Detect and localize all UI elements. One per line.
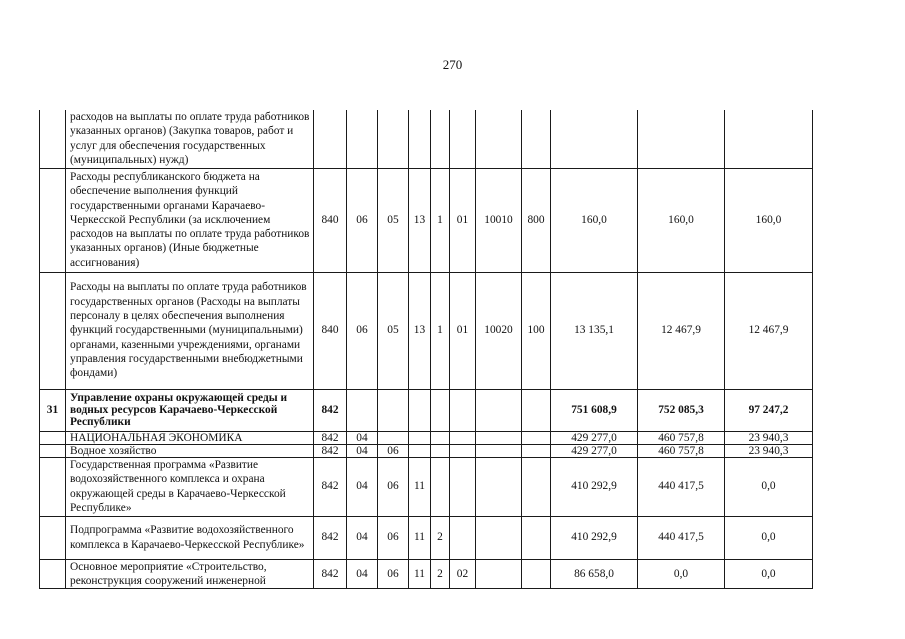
direction-code-cell xyxy=(476,457,522,516)
measure-code-cell xyxy=(450,457,476,516)
amount-year-3-cell: 0,0 xyxy=(725,559,813,589)
page-number: 270 xyxy=(442,57,463,72)
row-number-cell xyxy=(40,444,66,457)
subsection-code-cell: 05 xyxy=(378,272,409,389)
subprogram-code-cell: 1 xyxy=(431,272,450,389)
program-code-cell xyxy=(409,431,431,444)
amount-year-1-cell: 160,0 xyxy=(551,168,638,272)
direction-code-cell xyxy=(476,110,522,168)
direction-code-cell xyxy=(476,444,522,457)
subprogram-code-cell: 2 xyxy=(431,516,450,559)
expense-type-cell xyxy=(522,457,551,516)
row-number-cell xyxy=(40,559,66,589)
program-code-cell xyxy=(409,389,431,431)
amount-year-2-cell: 0,0 xyxy=(638,559,725,589)
amount-year-1-cell: 751 608,9 xyxy=(551,389,638,431)
amount-year-3-cell: 12 467,9 xyxy=(725,272,813,389)
subsection-code-cell xyxy=(378,431,409,444)
subsection-code-cell xyxy=(378,389,409,431)
measure-code-cell: 01 xyxy=(450,272,476,389)
section-code-cell: 04 xyxy=(347,559,378,589)
admin-code-cell: 842 xyxy=(314,444,347,457)
measure-code-cell xyxy=(450,389,476,431)
budget-table xyxy=(39,110,813,589)
amount-year-3-cell: 0,0 xyxy=(725,516,813,559)
table-row xyxy=(40,272,813,389)
amount-year-2-cell: 440 417,5 xyxy=(638,457,725,516)
table-row xyxy=(40,389,813,431)
measure-code-cell: 02 xyxy=(450,559,476,589)
subsection-code-cell xyxy=(378,110,409,168)
measure-code-cell: 01 xyxy=(450,168,476,272)
table-row xyxy=(40,444,813,457)
amount-year-2-cell xyxy=(638,110,725,168)
amount-year-3-cell: 23 940,3 xyxy=(725,431,813,444)
subsection-code-cell: 06 xyxy=(378,457,409,516)
program-code-cell xyxy=(409,444,431,457)
amount-year-1-cell: 410 292,9 xyxy=(551,516,638,559)
expense-type-cell xyxy=(522,110,551,168)
program-code-cell: 11 xyxy=(409,516,431,559)
item-name-cell: НАЦИОНАЛЬНАЯ ЭКОНОМИКА xyxy=(66,431,314,444)
row-number-cell xyxy=(40,168,66,272)
direction-code-cell: 10020 xyxy=(476,272,522,389)
subprogram-code-cell xyxy=(431,457,450,516)
amount-year-1-cell: 429 277,0 xyxy=(551,431,638,444)
item-name-cell: Расходы на выплаты по оплате труда работников государственных органов (Расходы на выплаты персоналу в целях обеспечения выполнения функций государственными (муниципальными) органами, казенными учреждениями, органами управления государственными внебюджетными фондами) xyxy=(66,272,314,389)
table-row xyxy=(40,457,813,516)
expense-type-cell xyxy=(522,431,551,444)
item-name-cell: Расходы республиканского бюджета на обеспечение выполнения функций государственными органами Карачаево-Черкесской Республики (за исключением расходов на выплаты по оплате труда работников указанных органов) (Иные бюджетные ассигнования) xyxy=(66,168,314,272)
admin-code-cell: 842 xyxy=(314,516,347,559)
item-name-cell: Государственная программа «Развитие водохозяйственного комплекса и охрана окружающей среды в Карачаево-Черкесской Республике» xyxy=(66,457,314,516)
table-row xyxy=(40,168,813,272)
admin-code-cell: 840 xyxy=(314,168,347,272)
measure-code-cell xyxy=(450,516,476,559)
subprogram-code-cell xyxy=(431,110,450,168)
amount-year-2-cell: 160,0 xyxy=(638,168,725,272)
amount-year-2-cell: 12 467,9 xyxy=(638,272,725,389)
amount-year-3-cell: 160,0 xyxy=(725,168,813,272)
amount-year-2-cell: 440 417,5 xyxy=(638,516,725,559)
item-name-cell: Водное хозяйство xyxy=(66,444,314,457)
program-code-cell: 13 xyxy=(409,168,431,272)
subsection-code-cell: 06 xyxy=(378,444,409,457)
program-code-cell: 11 xyxy=(409,559,431,589)
amount-year-1-cell: 429 277,0 xyxy=(551,444,638,457)
section-code-cell: 06 xyxy=(347,272,378,389)
row-number-cell xyxy=(40,272,66,389)
section-code-cell xyxy=(347,389,378,431)
subprogram-code-cell: 2 xyxy=(431,559,450,589)
direction-code-cell xyxy=(476,559,522,589)
table-row xyxy=(40,559,813,589)
admin-code-cell: 842 xyxy=(314,457,347,516)
amount-year-1-cell: 410 292,9 xyxy=(551,457,638,516)
expense-type-cell xyxy=(522,389,551,431)
section-code-cell: 06 xyxy=(347,168,378,272)
expense-type-cell xyxy=(522,559,551,589)
amount-year-2-cell: 752 085,3 xyxy=(638,389,725,431)
subprogram-code-cell xyxy=(431,389,450,431)
program-code-cell: 13 xyxy=(409,272,431,389)
admin-code-cell: 842 xyxy=(314,431,347,444)
program-code-cell: 11 xyxy=(409,457,431,516)
admin-code-cell xyxy=(314,110,347,168)
amount-year-3-cell: 0,0 xyxy=(725,457,813,516)
item-name-cell: Управление охраны окружающей среды и водных ресурсов Карачаево-Черкесской Республики xyxy=(66,389,314,431)
item-name-cell: Подпрограмма «Развитие водохозяйственного комплекса в Карачаево-Черкесской Республике» xyxy=(66,516,314,559)
direction-code-cell xyxy=(476,431,522,444)
measure-code-cell xyxy=(450,431,476,444)
subprogram-code-cell xyxy=(431,431,450,444)
row-number-cell xyxy=(40,457,66,516)
amount-year-2-cell: 460 757,8 xyxy=(638,431,725,444)
expense-type-cell: 800 xyxy=(522,168,551,272)
item-name-cell: Основное мероприятие «Строительство, реконструкция сооружений инженерной xyxy=(66,559,314,589)
section-code-cell: 04 xyxy=(347,444,378,457)
measure-code-cell xyxy=(450,444,476,457)
row-number-cell xyxy=(40,431,66,444)
section-code-cell: 04 xyxy=(347,431,378,444)
amount-year-2-cell: 460 757,8 xyxy=(638,444,725,457)
expense-type-cell xyxy=(522,516,551,559)
admin-code-cell: 842 xyxy=(314,559,347,589)
amount-year-1-cell: 86 658,0 xyxy=(551,559,638,589)
row-number-cell: 31 xyxy=(40,389,66,431)
table-row xyxy=(40,516,813,559)
subsection-code-cell: 06 xyxy=(378,559,409,589)
amount-year-3-cell: 23 940,3 xyxy=(725,444,813,457)
subprogram-code-cell xyxy=(431,444,450,457)
section-code-cell: 04 xyxy=(347,457,378,516)
admin-code-cell: 842 xyxy=(314,389,347,431)
expense-type-cell: 100 xyxy=(522,272,551,389)
expense-type-cell xyxy=(522,444,551,457)
subprogram-code-cell: 1 xyxy=(431,168,450,272)
subsection-code-cell: 05 xyxy=(378,168,409,272)
amount-year-3-cell: 97 247,2 xyxy=(725,389,813,431)
item-name-cell: расходов на выплаты по оплате труда работников указанных органов) (Закупка товаров, работ и услуг для обеспечения государственных (муниципальных) нужд) xyxy=(66,110,314,168)
section-code-cell: 04 xyxy=(347,516,378,559)
program-code-cell xyxy=(409,110,431,168)
amount-year-1-cell xyxy=(551,110,638,168)
measure-code-cell xyxy=(450,110,476,168)
admin-code-cell: 840 xyxy=(314,272,347,389)
section-code-cell xyxy=(347,110,378,168)
amount-year-1-cell: 13 135,1 xyxy=(551,272,638,389)
direction-code-cell xyxy=(476,389,522,431)
row-number-cell xyxy=(40,110,66,168)
table-row xyxy=(40,431,813,444)
subsection-code-cell: 06 xyxy=(378,516,409,559)
amount-year-3-cell xyxy=(725,110,813,168)
table-row xyxy=(40,110,813,168)
direction-code-cell xyxy=(476,516,522,559)
direction-code-cell: 10010 xyxy=(476,168,522,272)
row-number-cell xyxy=(40,516,66,559)
